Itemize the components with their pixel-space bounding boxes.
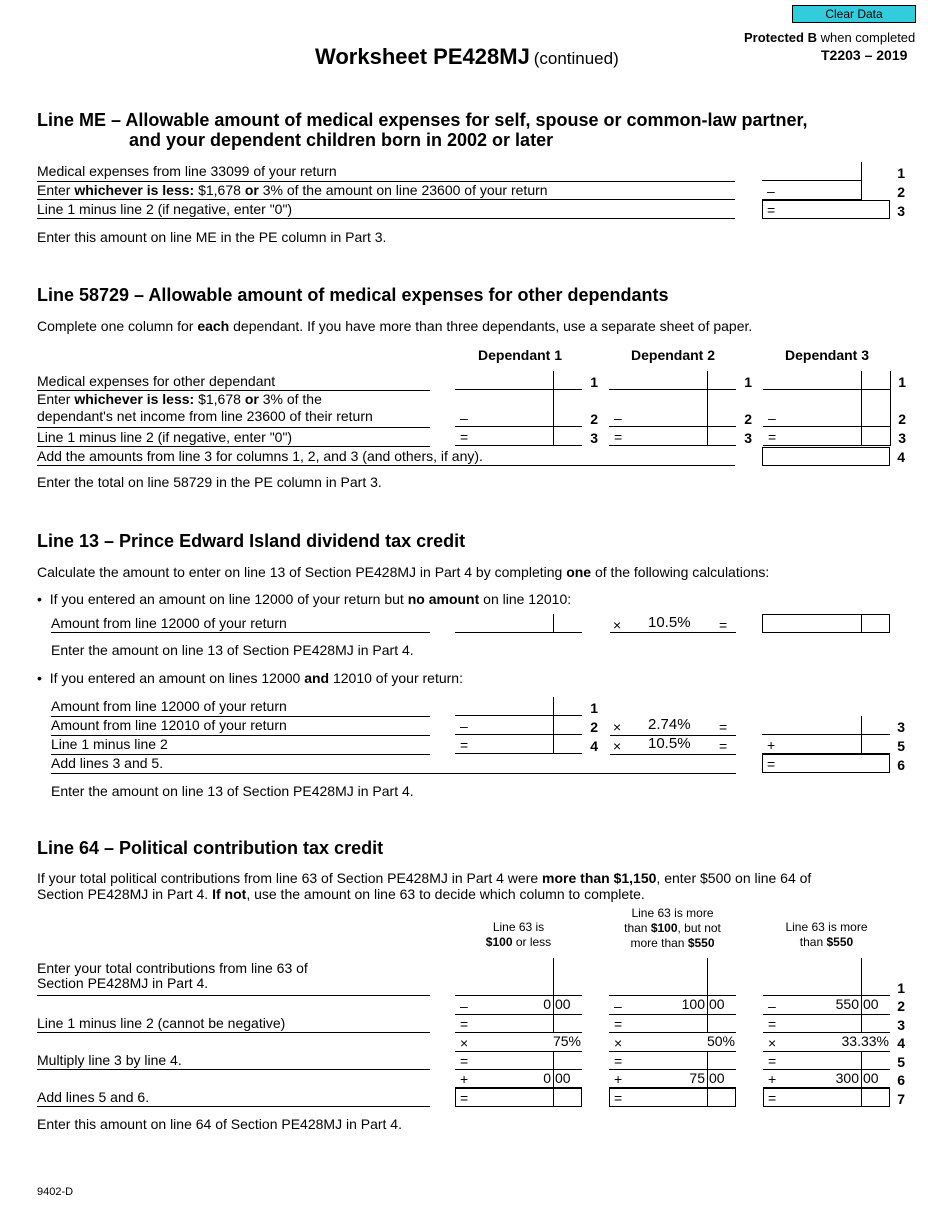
times-sign: ×: [614, 1035, 623, 1051]
l13-b-rate-1: 2.74%: [648, 716, 691, 733]
l64-row7-label: Add lines 5 and 6.: [37, 1089, 150, 1105]
dep3-line1-field[interactable]: [763, 371, 890, 390]
dep1-line3-field[interactable]: [455, 427, 582, 446]
line-me-heading: Line ME – Allowable amount of medical expenses for self, spouse or common-law partner,: [37, 110, 808, 130]
l64-col2-line2-cents: 00: [709, 996, 725, 1012]
dep2-line1-field[interactable]: [609, 371, 736, 390]
l13-b-note: Enter the amount on line 13 of Section PE428MJ in Part 4.: [51, 783, 414, 799]
me-row2-label: Enter whichever is less: $1,678 or 3% of the amount on line 23600 of your return: [37, 182, 548, 198]
me-line-number: 3: [897, 203, 905, 219]
line-me-heading-2: and your dependent children born in 2002 or later: [129, 130, 554, 150]
l13-b-line1-field[interactable]: [455, 697, 582, 716]
l13-line-number: 3: [897, 719, 905, 735]
dependant-1-header: Dependant 1: [478, 347, 563, 363]
l58729-row2-label-2: dependant's net income from line 23600 of their return: [37, 408, 373, 424]
equals-sign: =: [614, 1016, 623, 1032]
l64-col3-line3-field[interactable]: [763, 1015, 890, 1033]
l64-col3-line7-field[interactable]: [763, 1088, 890, 1107]
l64-line-number: 5: [897, 1054, 905, 1070]
dep3-line2-field[interactable]: [763, 390, 890, 427]
minus-sign: –: [768, 998, 776, 1014]
times-sign: ×: [768, 1035, 777, 1051]
equals-sign: =: [460, 429, 469, 445]
dep2-line2-field[interactable]: [609, 390, 736, 427]
dependant-3-header: Dependant 3: [785, 347, 870, 363]
l64-col1-line6-cents: 00: [555, 1070, 571, 1086]
me-minus-sign: –: [767, 183, 775, 199]
me-line-number: 2: [897, 184, 905, 200]
dep3-line-number: 3: [898, 430, 906, 446]
equals-sign: =: [768, 1016, 777, 1032]
equals-sign: =: [460, 1016, 469, 1032]
l64-col1-header: Line 63 is $100 or less: [485, 920, 552, 949]
l58729-intro: Complete one column for each dependant. If you have more than three dependants, use a separate sheet of paper.: [37, 318, 753, 334]
equals-sign: =: [719, 738, 728, 754]
minus-sign: –: [460, 718, 468, 734]
minus-sign: –: [460, 410, 468, 426]
equals-sign: =: [460, 1053, 469, 1069]
dep1-line-number: 1: [590, 374, 598, 390]
minus-sign: –: [614, 998, 622, 1014]
l64-col3-rate-value: 33.33%: [841, 1033, 889, 1049]
l13-b-row2-label: Amount from line 12010 of your return: [51, 717, 287, 733]
l64-line-number: 4: [897, 1035, 905, 1051]
l13-a-result-field[interactable]: [762, 614, 890, 633]
l64-line-number: 6: [897, 1072, 905, 1088]
l64-col1-line1-field[interactable]: [455, 958, 582, 996]
me-line3-field[interactable]: [762, 200, 890, 219]
form-id: T2203 – 2019: [821, 47, 908, 63]
l13-line-number: 2: [590, 719, 598, 735]
equals-sign: =: [768, 1053, 777, 1069]
l13-b-rate-2: 10.5%: [648, 735, 691, 752]
l64-col2-line1-field[interactable]: [609, 958, 736, 996]
dep1-line1-field[interactable]: [455, 371, 582, 390]
form-code: 9402-D: [37, 1186, 74, 1198]
l64-col1-rate-value: 75%: [552, 1033, 581, 1049]
l58729-row1-label: Medical expenses for other dependant: [37, 373, 276, 389]
l64-col3-line2-dollars: 550: [835, 996, 859, 1012]
l13-a-rate: 10.5%: [648, 614, 691, 631]
minus-sign: –: [614, 410, 622, 426]
l64-row1-label: Enter your total contributions from line 63 of: [37, 960, 308, 976]
me-line-number: 1: [897, 165, 905, 181]
l64-intro-2: Section PE428MJ in Part 4. If not, use the amount on line 63 to decide which column to complete.: [37, 886, 645, 902]
equals-sign: =: [719, 617, 728, 633]
equals-sign: =: [614, 1053, 623, 1069]
l64-row5-label: Multiply line 3 by line 4.: [37, 1052, 182, 1068]
dep1-line-number: 2: [590, 411, 598, 427]
clear-data-button[interactable]: Clear Data: [792, 5, 916, 23]
equals-sign: =: [767, 756, 776, 772]
l64-col1-line2-dollars: 0: [543, 996, 551, 1012]
l13-b-line3-field[interactable]: [762, 716, 890, 735]
line-13-heading: Line 13 – Prince Edward Island dividend tax credit: [37, 531, 466, 551]
l64-col1-line2-cents: 00: [555, 996, 571, 1012]
l13-a-note: Enter the amount on line 13 of Section PE428MJ in Part 4.: [51, 642, 414, 658]
dep1-line-number: 3: [590, 430, 598, 446]
l13-a-row-label: Amount from line 12000 of your return: [51, 615, 287, 631]
l58729-total-field[interactable]: [762, 447, 890, 466]
me-note: Enter this amount on line ME in the PE column in Part 3.: [37, 229, 387, 245]
equals-sign: =: [614, 429, 623, 445]
l64-line-number: 1: [897, 980, 905, 996]
equals-sign: =: [768, 1090, 777, 1106]
dependant-2-header: Dependant 2: [631, 347, 716, 363]
line-58729-heading: Line 58729 – Allowable amount of medical expenses for other dependants: [37, 285, 669, 305]
l13-line-number: 1: [590, 700, 598, 716]
me-line2-field[interactable]: [762, 181, 862, 200]
minus-sign: –: [768, 410, 776, 426]
l58729-row4-label: Add the amounts from line 3 for columns 1, 2, and 3 (and others, if any).: [37, 448, 483, 464]
l13-a-amount-field[interactable]: [455, 614, 582, 633]
equals-sign: =: [768, 429, 777, 445]
dep3-line-number: 2: [898, 411, 906, 427]
l64-col3-line6-dollars: 300: [835, 1070, 859, 1086]
times-sign: ×: [613, 617, 622, 633]
l13-b-line5-field[interactable]: [762, 735, 890, 754]
l13-bullet-2: • If you entered an amount on lines 12000 and 12010 of your return:: [37, 670, 463, 686]
dep2-line-number: 1: [744, 374, 752, 390]
l64-col2-line6-cents: 00: [709, 1070, 725, 1086]
protected-label: Protected B when completed: [744, 30, 916, 45]
l64-col3-line1-field[interactable]: [763, 958, 890, 996]
l13-intro: Calculate the amount to enter on line 13 of Section PE428MJ in Part 4 by completing one of the following calculations:: [37, 564, 770, 580]
l13-b-line6-field[interactable]: [762, 754, 890, 773]
l58729-note: Enter the total on line 58729 in the PE column in Part 3.: [37, 474, 382, 490]
l13-line-number: 5: [897, 738, 905, 754]
equals-sign: =: [719, 719, 728, 735]
l13-line-number: 6: [897, 757, 905, 773]
dep2-line3-field[interactable]: [609, 427, 736, 446]
me-row3-label: Line 1 minus line 2 (if negative, enter "0"): [37, 201, 293, 217]
dep1-line2-field[interactable]: [455, 390, 582, 427]
me-row1-label: Medical expenses from line 33099 of your return: [37, 163, 337, 179]
l64-row1-label-2: Section PE428MJ in Part 4.: [37, 975, 209, 991]
page-title: Worksheet PE428MJ (continued): [315, 44, 619, 69]
line-64-heading: Line 64 – Political contribution tax credit: [37, 838, 384, 858]
l64-col2-line3-field[interactable]: [609, 1015, 736, 1033]
me-line1-field[interactable]: [762, 162, 862, 181]
l64-col2-line2-dollars: 100: [681, 996, 705, 1012]
dep3-line3-field[interactable]: [763, 427, 890, 446]
l13-b-row1-label: Amount from line 12000 of your return: [51, 698, 287, 714]
l64-col3-line6-cents: 00: [863, 1070, 879, 1086]
minus-sign: –: [460, 998, 468, 1014]
dep2-line-number: 2: [744, 411, 752, 427]
l64-row3-label: Line 1 minus line 2 (cannot be negative): [37, 1015, 286, 1031]
l64-col2-line6-dollars: 75: [689, 1070, 705, 1086]
l64-col2-header: Line 63 is more than $100, but not more than $550: [624, 906, 721, 950]
l13-b-line4-field[interactable]: [455, 735, 582, 754]
l64-intro: If your total political contributions from line 63 of Section PE428MJ in Part 4 were more than $1,150, enter $500 on line 64 of: [37, 870, 812, 886]
l58729-line-number: 4: [897, 449, 905, 465]
l64-col1-line7-field[interactable]: [455, 1088, 582, 1107]
times-sign: ×: [613, 738, 622, 754]
l64-col1-line3-field[interactable]: [455, 1015, 582, 1033]
plus-sign: +: [460, 1071, 469, 1087]
times-sign: ×: [613, 719, 622, 735]
l13-line-number: 4: [590, 738, 598, 754]
l64-col1-line5-field[interactable]: [455, 1052, 582, 1070]
l64-col3-line5-field[interactable]: [763, 1052, 890, 1070]
l13-b-line2-field[interactable]: [455, 716, 582, 735]
dep2-line-number: 3: [744, 430, 752, 446]
l64-line-number: 2: [897, 998, 905, 1014]
l64-col3-line2-cents: 00: [863, 996, 879, 1012]
plus-sign: +: [614, 1071, 623, 1087]
plus-sign: +: [767, 737, 776, 753]
me-equals-sign: =: [767, 202, 776, 218]
l64-note: Enter this amount on line 64 of Section PE428MJ in Part 4.: [37, 1116, 402, 1132]
equals-sign: =: [460, 1090, 469, 1106]
l13-b-row4-label: Add lines 3 and 5.: [51, 755, 164, 771]
equals-sign: =: [614, 1090, 623, 1106]
l13-bullet-1: • If you entered an amount on line 12000 of your return but no amount on line 12010:: [37, 591, 572, 607]
l58729-row2-label: Enter whichever is less: $1,678 or 3% of the: [37, 391, 322, 407]
dep3-line-number: 1: [898, 374, 906, 390]
plus-sign: +: [768, 1071, 777, 1087]
l64-col3-header: Line 63 is more than $550: [785, 920, 868, 949]
l64-line-number: 7: [897, 1091, 905, 1107]
l64-col2-line7-field[interactable]: [609, 1088, 736, 1107]
l64-col2-rate-value: 50%: [706, 1033, 735, 1049]
l64-col1-line6-dollars: 0: [543, 1070, 551, 1086]
times-sign: ×: [460, 1035, 469, 1051]
l58729-row3-label: Line 1 minus line 2 (if negative, enter "0"): [37, 429, 293, 445]
l64-col2-line5-field[interactable]: [609, 1052, 736, 1070]
l13-b-row3-label: Line 1 minus line 2: [51, 736, 168, 752]
l64-line-number: 3: [897, 1017, 905, 1033]
equals-sign: =: [460, 737, 469, 753]
